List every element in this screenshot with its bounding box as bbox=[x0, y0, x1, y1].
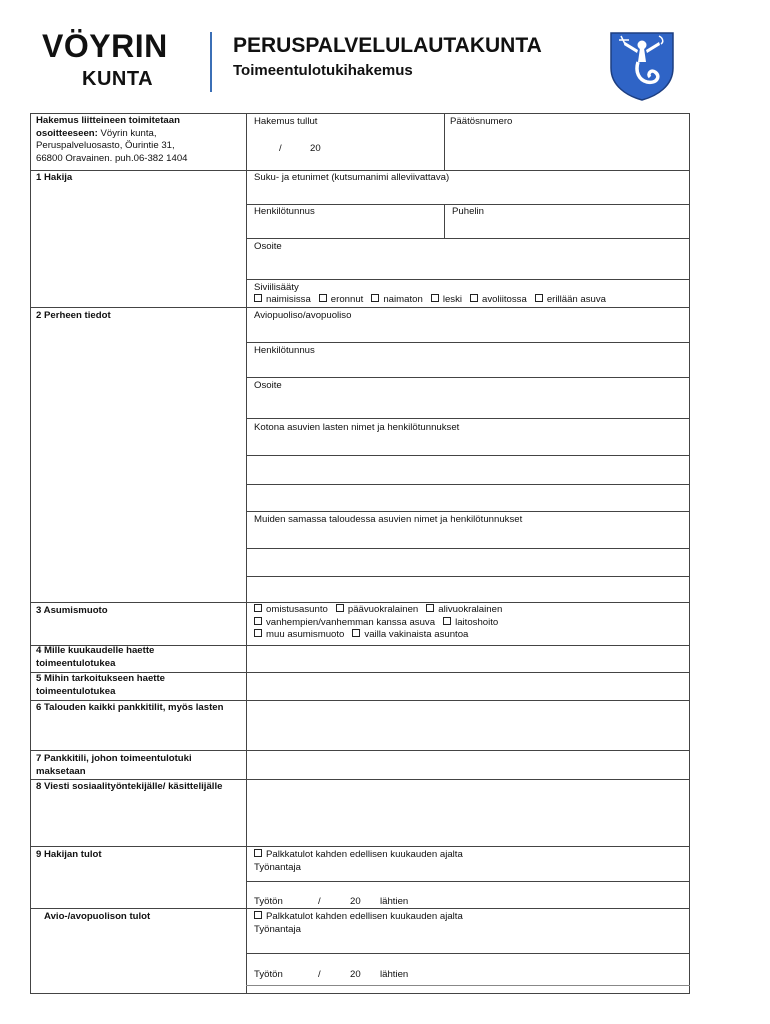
table-top-border bbox=[30, 113, 690, 114]
checkbox[interactable] bbox=[431, 294, 439, 302]
applicant-income-block bbox=[254, 849, 463, 874]
children-label: Kotona asuvien lasten nimet ja henkilötunnukset bbox=[254, 422, 460, 433]
housing-option-owner[interactable] bbox=[254, 604, 328, 617]
checkbox[interactable] bbox=[535, 294, 543, 302]
section-3-label: 3 Asumismuoto bbox=[36, 605, 108, 616]
address-block bbox=[36, 115, 242, 165]
decision-number-field[interactable] bbox=[445, 130, 688, 169]
checkbox[interactable] bbox=[254, 617, 262, 625]
section-4-line2: toimeentulotukea bbox=[36, 657, 116, 669]
section-8-label: 8 Viesti sosiaalityöntekijälle/ käsittelijälle bbox=[36, 781, 223, 792]
checkbox[interactable] bbox=[254, 294, 262, 302]
spouse-unemployed-slash: / bbox=[318, 969, 321, 980]
row-sep bbox=[30, 170, 690, 171]
option-label: erillään asuva bbox=[546, 294, 607, 305]
section-4-label bbox=[36, 645, 154, 670]
address-municipality: Vöyrin kunta, bbox=[97, 127, 157, 139]
payment-account-field[interactable] bbox=[247, 751, 689, 778]
table-left-border bbox=[30, 113, 31, 993]
applicant-id-field[interactable] bbox=[247, 219, 443, 237]
children-field-3[interactable] bbox=[247, 485, 689, 510]
children-field-1[interactable] bbox=[247, 436, 689, 454]
applicant-name-label: Suku- ja etunimet (kutsumanimi alleviivattava) bbox=[254, 172, 450, 183]
coat-of-arms-icon bbox=[607, 30, 677, 102]
month-field[interactable] bbox=[247, 646, 689, 671]
row-sep bbox=[246, 985, 690, 986]
checkbox[interactable] bbox=[371, 294, 379, 302]
salary-label: Palkkatulot kahden edellisen kuukauden ajalta bbox=[266, 849, 463, 860]
applicant-address-label: Osoite bbox=[254, 241, 282, 252]
org-name-line2: KUNTA bbox=[82, 68, 154, 90]
purpose-field[interactable] bbox=[247, 673, 689, 699]
checkbox[interactable] bbox=[319, 294, 327, 302]
received-label: Hakemus tullut bbox=[254, 116, 318, 127]
civil-option-divorced[interactable] bbox=[319, 294, 364, 307]
housing-option-other[interactable] bbox=[254, 629, 344, 642]
checkbox[interactable] bbox=[336, 604, 344, 612]
others-field-1[interactable] bbox=[247, 528, 689, 547]
option-label: naimisissa bbox=[266, 294, 311, 305]
section-6-label: 6 Talouden kaikki pankkitilit, myös lasten bbox=[36, 702, 224, 713]
option-label: päävuokralainen bbox=[347, 604, 419, 615]
row-sep bbox=[246, 881, 690, 882]
spouse-income-block bbox=[254, 911, 463, 936]
row-sep bbox=[246, 238, 690, 239]
housing-options bbox=[254, 604, 510, 642]
row-sep bbox=[30, 307, 690, 308]
option-label: laitoshoito bbox=[455, 616, 499, 628]
checkbox[interactable] bbox=[470, 294, 478, 302]
spouse-name-field[interactable] bbox=[247, 323, 689, 341]
applicant-address-field[interactable] bbox=[247, 255, 689, 278]
others-label: Muiden samassa taloudessa asuvien nimet ja henkilötunnukset bbox=[254, 514, 523, 525]
unemployed-since-label: lähtien bbox=[380, 896, 409, 907]
checkbox[interactable] bbox=[352, 629, 360, 637]
spouse-unemployed-year: 20 bbox=[350, 969, 361, 980]
option-label: leski bbox=[442, 294, 463, 305]
section-7-line1: 7 Pankkitili, johon toimeentulotuki bbox=[36, 753, 192, 764]
civil-option-widowed[interactable] bbox=[431, 294, 462, 307]
address-heading: Hakemus liitteineen toimitetaan bbox=[36, 115, 180, 126]
section-7-label bbox=[36, 753, 192, 778]
option-label: eronnut bbox=[330, 294, 364, 305]
row-sep bbox=[246, 342, 690, 343]
applicant-phone-field[interactable] bbox=[445, 219, 688, 237]
civil-option-married[interactable] bbox=[254, 294, 311, 307]
row-sep bbox=[30, 602, 690, 603]
row-sep bbox=[246, 377, 690, 378]
received-slash: / bbox=[279, 143, 282, 154]
bank-accounts-field[interactable] bbox=[247, 701, 689, 749]
table-bottom-border bbox=[30, 993, 690, 994]
received-year: 20 bbox=[310, 143, 321, 154]
others-field-3[interactable] bbox=[247, 577, 689, 601]
housing-option-institution[interactable] bbox=[443, 617, 498, 630]
spouse-salary-label: Palkkatulot kahden edellisen kuukauden ajalta bbox=[266, 911, 463, 922]
spouse-employer-label: Työnantaja bbox=[254, 923, 301, 935]
housing-option-homeless[interactable] bbox=[352, 629, 468, 642]
option-label: vailla vakinaista asuntoa bbox=[364, 629, 469, 641]
option-label: naimaton bbox=[383, 294, 423, 305]
section-1-label: 1 Hakija bbox=[36, 172, 73, 183]
option-label: alivuokralainen bbox=[438, 604, 503, 615]
housing-option-with-parents[interactable] bbox=[254, 617, 435, 630]
spouse-label: Aviopuoliso/avopuoliso bbox=[254, 310, 352, 321]
civil-option-single[interactable] bbox=[371, 294, 422, 307]
unemployed-year: 20 bbox=[350, 896, 361, 907]
spouse-income-label: Avio-/avopuolison tulot bbox=[44, 911, 151, 922]
address-label: osoitteeseen: bbox=[36, 127, 98, 139]
section-5-line2: toimeentulotukea bbox=[36, 685, 116, 697]
received-date-field[interactable] bbox=[247, 130, 443, 169]
spouse-address-label: Osoite bbox=[254, 380, 282, 391]
applicant-name-field[interactable] bbox=[247, 186, 689, 203]
housing-option-main-tenant[interactable] bbox=[336, 604, 418, 617]
spouse-id-label: Henkilötunnus bbox=[254, 345, 315, 356]
unemployed-slash: / bbox=[318, 896, 321, 907]
section-5-line1: 5 Mihin tarkoitukseen haette bbox=[36, 673, 166, 684]
checkbox[interactable] bbox=[254, 604, 262, 612]
salary-checkbox[interactable] bbox=[254, 849, 262, 857]
civil-option-cohabiting[interactable] bbox=[470, 294, 527, 307]
section-9-label: 9 Hakijan tulot bbox=[36, 849, 102, 860]
section-5-label bbox=[36, 673, 165, 698]
row-sep bbox=[246, 418, 690, 419]
section-2-label: 2 Perheen tiedot bbox=[36, 310, 111, 321]
address-line4: 66800 Oravainen. puh.06-382 1404 bbox=[36, 152, 188, 164]
row-sep bbox=[246, 279, 690, 280]
civil-status-label: Siviilisääty bbox=[254, 282, 299, 293]
row-sep bbox=[30, 846, 690, 847]
header-divider bbox=[210, 32, 212, 92]
employer-label: Työnantaja bbox=[254, 861, 301, 873]
spouse-id-field[interactable] bbox=[247, 358, 689, 376]
row-sep bbox=[246, 511, 690, 512]
applicant-id-label: Henkilötunnus bbox=[254, 206, 315, 217]
message-field[interactable] bbox=[247, 780, 689, 845]
spouse-unemployed-since-label: lähtien bbox=[380, 969, 409, 980]
spouse-unemployed-label: Työtön bbox=[254, 969, 283, 980]
checkbox[interactable] bbox=[426, 604, 434, 612]
checkbox[interactable] bbox=[254, 629, 262, 637]
option-label: omistusasunto bbox=[266, 604, 328, 615]
unemployed-label: Työtön bbox=[254, 896, 283, 907]
civil-option-separated[interactable] bbox=[535, 294, 606, 307]
children-field-2[interactable] bbox=[247, 456, 689, 483]
decision-number-label: Päätösnumero bbox=[450, 116, 513, 127]
others-field-2[interactable] bbox=[247, 549, 689, 575]
checkbox[interactable] bbox=[443, 617, 451, 625]
address-line3: Peruspalveluosasto, Öurintie 31, bbox=[36, 140, 175, 152]
row-sep bbox=[246, 953, 690, 954]
org-name: VÖYRIN bbox=[42, 28, 168, 64]
row-sep bbox=[246, 204, 690, 205]
table-right-border bbox=[689, 113, 690, 993]
civil-status-options bbox=[254, 294, 606, 307]
section-4-line1: 4 Mille kuukaudelle haette bbox=[36, 645, 155, 656]
spouse-address-field[interactable] bbox=[247, 393, 689, 417]
department-title: PERUSPALVELULAUTAKUNTA bbox=[233, 34, 542, 57]
housing-option-subtenant[interactable] bbox=[426, 604, 502, 617]
option-label: vanhempien/vanhemman kanssa asuva bbox=[266, 616, 436, 628]
spouse-salary-checkbox[interactable] bbox=[254, 911, 262, 919]
option-label: muu asumismuoto bbox=[266, 629, 345, 641]
option-label: avoliitossa bbox=[482, 294, 527, 305]
applicant-phone-label: Puhelin bbox=[452, 206, 485, 217]
form-title: Toimeentulotukihakemus bbox=[233, 62, 413, 79]
section-7-line2: maksetaan bbox=[36, 765, 86, 777]
